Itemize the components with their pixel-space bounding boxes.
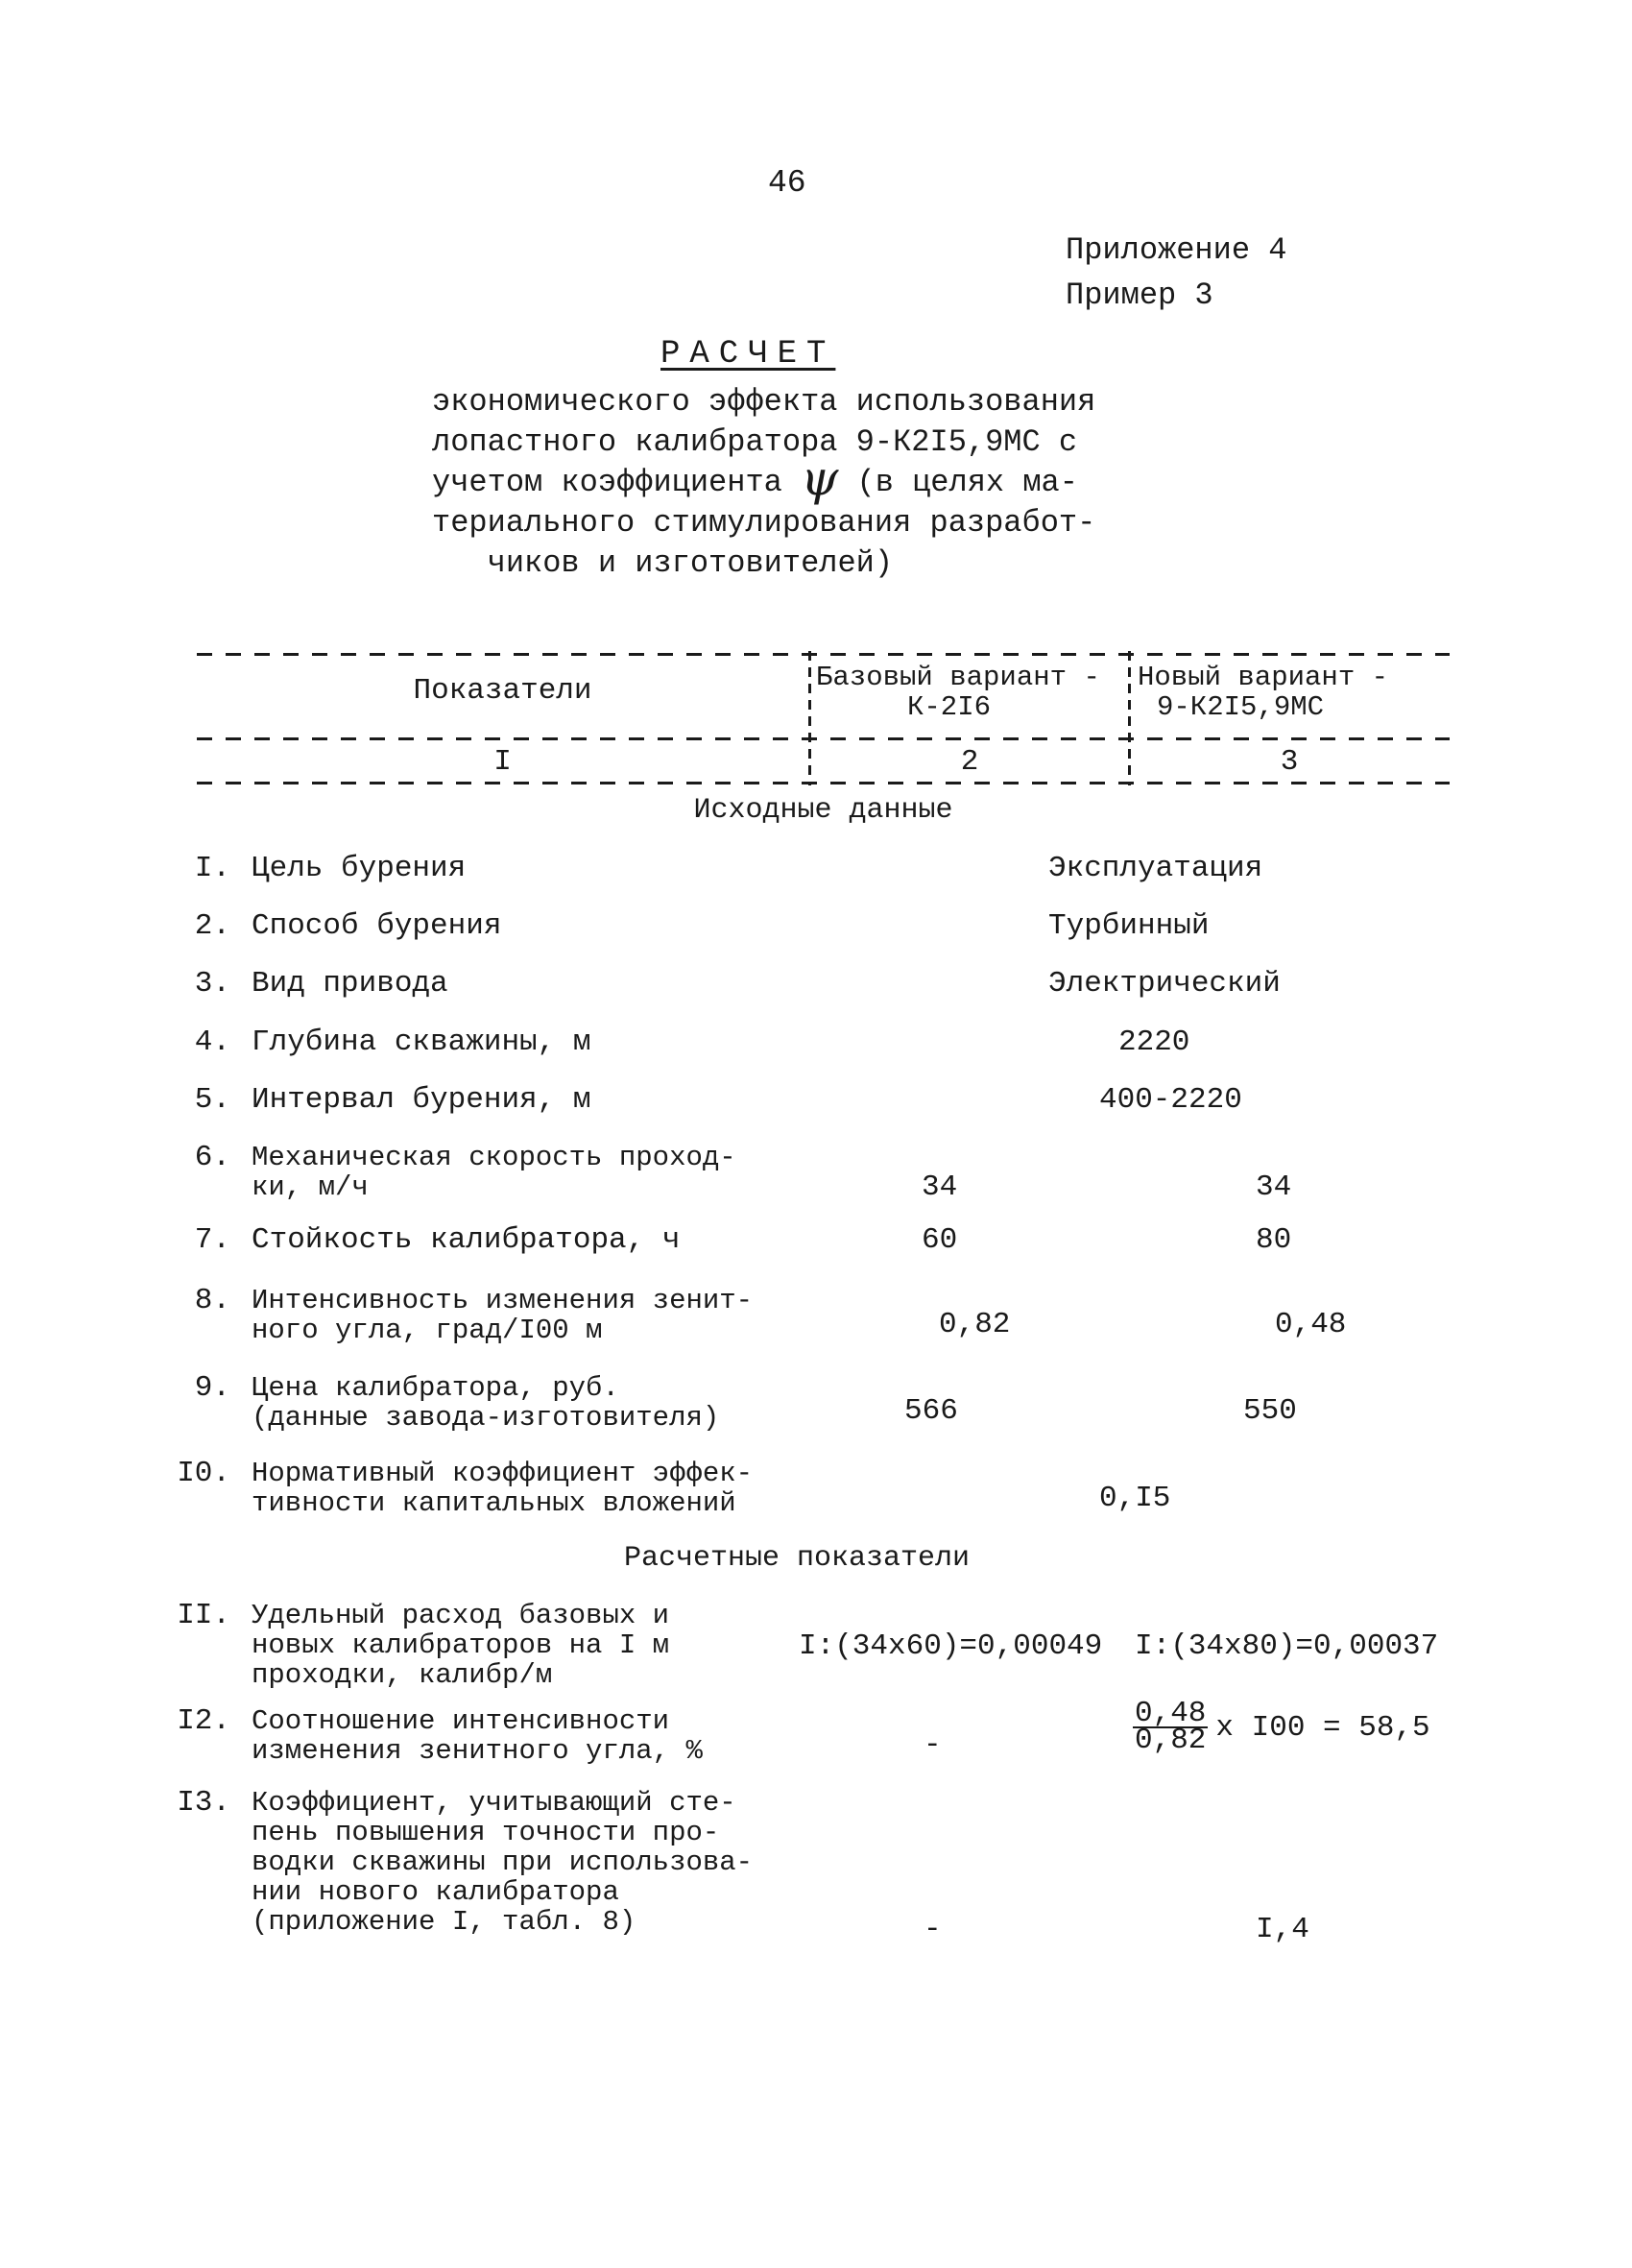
row-label: Механическая скорость проход- ки, м/ч [252,1142,736,1203]
formula-tail: x I00 = 58,5 [1215,1711,1430,1746]
row-value-new: 0,48 [1275,1308,1347,1341]
row-value-shared: 0,I5 [1099,1482,1171,1515]
row-number: 4. [194,1025,230,1059]
page-number: 46 [768,165,806,201]
row-number: 2. [194,909,230,943]
row-number: II. [177,1599,230,1632]
column-number-3: 3 [1280,745,1299,779]
row-label: Цена калибратора, руб. (данные завода-изготовителя) [252,1372,720,1434]
example-line: Пример 3 [1066,277,1213,313]
subtitle-tail: (в целях ма- териального стимулирования разработ- чиков и изготовителей) [432,465,1096,581]
row-number: 7. [194,1223,230,1257]
row-number: 6. [194,1141,230,1174]
header-new-line1: Новый вариант - [1138,662,1389,693]
page-title: РАСЧЕТ [660,336,836,373]
row-value-shared: 2220 [1118,1025,1190,1059]
psi-symbol: ψ [801,450,839,506]
row-value-base: 0,82 [939,1308,1011,1341]
row-label: Коэффициент, учитывающий сте- пень повышения точности про- водки скважины при использова- нии нового калибратора (приложение I, табл. 8) [252,1787,754,1938]
row-label: Нормативный коэффициент эффек- тивности капитальных вложений [252,1458,754,1519]
fraction [1133,1697,1208,1757]
header-base-variant [816,663,1100,722]
header-base-line2: К-2I6 [907,691,992,723]
row-value-new: 34 [1256,1170,1292,1204]
row-value-shared: Турбинный [1048,909,1210,943]
row-value-shared: Электрический [1048,967,1281,1001]
row-number: 3. [194,967,230,1001]
section-calculated: Расчетные показатели [624,1542,971,1575]
row-value-shared: 400-2220 [1099,1083,1242,1117]
row-label: Интервал бурения, м [252,1083,591,1117]
section-initial-data: Исходные данные [693,794,953,827]
row-value-new: 550 [1243,1394,1297,1428]
row-number: I. [194,852,230,885]
table-numbers-rule [197,782,1450,784]
row-label: Соотношение интенсивности изменения зенитного угла, % [252,1705,703,1767]
row-value-base: 566 [904,1394,958,1428]
header-new-line2: 9-К2I5,9МС [1157,691,1325,723]
row-label: Способ бурения [252,909,502,943]
appendix-label [1066,228,1286,318]
header-new-variant [1138,663,1388,722]
row-value-new-formula [1133,1697,1430,1757]
row-label: Интенсивность изменения зенит- ного угла, град/I00 м [252,1285,754,1346]
row-label: Стойкость калибратора, ч [252,1223,681,1257]
row-value-shared: Эксплуатация [1048,852,1263,885]
fraction-numerator: 0,48 [1135,1697,1207,1730]
row-number: 5. [194,1083,230,1117]
header-indicators: Показатели [413,674,592,708]
row-label: Вид привода [252,967,448,1001]
row-value-base: 34 [922,1170,958,1204]
page-subtitle [432,382,1095,584]
column-number-2: 2 [960,745,979,779]
row-number: I0. [177,1457,230,1490]
row-label: Цель бурения [252,852,467,885]
column-number-1: I [493,745,512,779]
row-label: Удельный расход базовых и новых калибраторов на I м проходки, калибр/м [252,1600,670,1691]
row-value-new: I:(34x80)=0,00037 [1135,1629,1439,1663]
row-value-new: 80 [1256,1223,1292,1257]
row-number: I3. [177,1786,230,1820]
row-number: I2. [177,1704,230,1738]
row-value-base: - [924,1913,942,1946]
row-label: Глубина скважины, м [252,1025,591,1059]
row-value-base: I:(34x60)=0,00049 [799,1629,1103,1663]
row-number: 9. [194,1371,230,1405]
row-value-base: 60 [922,1223,958,1257]
appendix-line: Приложение 4 [1066,232,1287,268]
row-value-new: I,4 [1256,1913,1309,1946]
row-number: 8. [194,1284,230,1317]
fraction-denominator: 0,82 [1135,1724,1207,1757]
table-top-rule [197,653,1450,656]
subtitle-text: экономического эффекта использования лопастного калибратора 9-К2I5,9МС с учетом коэффициента [432,384,1096,500]
header-base-line1: Базовый вариант - [816,662,1100,693]
row-value-base: - [924,1728,942,1762]
table-header-rule [197,737,1450,740]
